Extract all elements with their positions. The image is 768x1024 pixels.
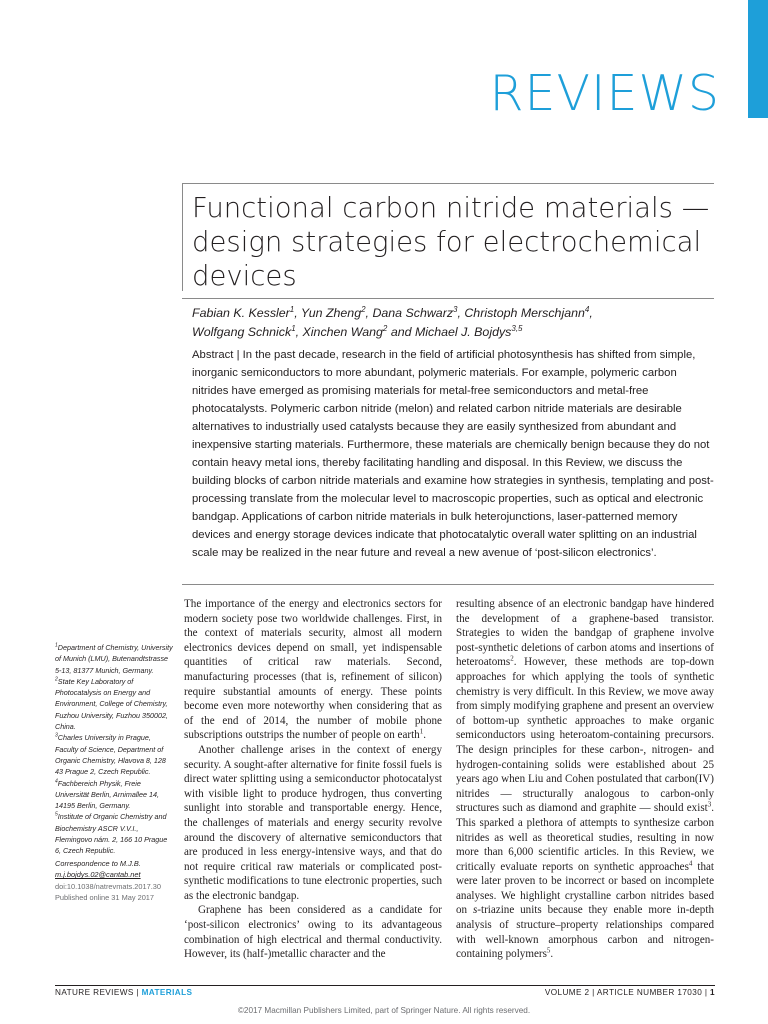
author-affiliation-ref: 1 bbox=[291, 323, 296, 333]
journal-name: NATURE REVIEWS bbox=[55, 988, 134, 997]
body-column-right bbox=[456, 597, 714, 962]
reference-citation[interactable]: 4 bbox=[688, 859, 693, 867]
affiliation bbox=[55, 778, 175, 812]
affiliation-text: Department of Chemistry, University of Munich (LMU), Butenandtstrasse 5-13, 81377 Munich, Germany. bbox=[55, 643, 173, 675]
body-paragraph bbox=[456, 597, 714, 962]
author-name: Dana Schwarz bbox=[372, 306, 454, 320]
affiliation bbox=[55, 732, 175, 777]
paragraph-text: -triazine units because they enable more in-depth analysis of structure–property relationships compared with well-known amorphous carbon and nitrogen-containing polymers bbox=[456, 904, 714, 961]
author-affiliation-ref: 4 bbox=[584, 304, 590, 314]
abstract-label: Abstract | bbox=[192, 349, 240, 361]
paragraph-text: Graphene has been considered as a candidate for ‘post-silicon electronics’ owing to its advantageous combination of high electrical and thermal conductivity. However, its (half-)metallic character and the bbox=[184, 904, 442, 961]
author-affiliation-ref: 3,5 bbox=[511, 323, 523, 333]
author-name: Christoph Merschjann bbox=[464, 306, 585, 320]
author-name: Wolfgang Schnick bbox=[192, 325, 292, 339]
author-affiliation-ref: 2 bbox=[382, 323, 388, 333]
correspondence-label: Correspondence to M.J.B. bbox=[55, 859, 141, 868]
paragraph-text: Another challenge arises in the context of energy security. A sought-after alternative for finite fossil fuels is direct water splitting using a semiconductor photocatalyst with visible light to produce hydrogen, thus converting sunlight into storable and transportable energy. Hence, the challenges of materials and energy security revolve around the discovery of alternative semiconductors that are produced in less energy-intensive ways, and that do not require critical raw materials or complicated post-synthetic modifications to tune electronic properties, such as the electronic bandgap. bbox=[184, 743, 442, 902]
abstract-rule bbox=[182, 584, 714, 585]
title-rule-top bbox=[182, 183, 714, 184]
footer-journal bbox=[55, 988, 192, 997]
correspondence bbox=[55, 858, 180, 881]
author-name: Michael J. Bojdys bbox=[414, 325, 512, 339]
page-number: 1 bbox=[710, 988, 715, 997]
paragraph-text: The importance of the energy and electronics sectors for modern society pose two worldwide challenges. First, in the context of materials security, almost all modern electronics devices depend on small, yet indispensable quantities of critical raw materials. Second, manufacturing processes (that is, refinement of silicon) require substantial amounts of energy. These points become even more noteworthy when considering that as of the end of 2014, the number of mobile phone subscriptions outstrips the number of people on earth bbox=[184, 598, 442, 742]
abstract-text: In the past decade, research in the field of artificial photosynthesis has shifted from simple, inorganic semiconductors to more abundant, polymeric materials. For example, polymeric carbon nitrides have emerged as promising materials for metal-free semiconductors and metal-free photocatalysts. Polymeric carbon nitride (melon) and related carbon nitride materials are desirable alternatives to industrially used catalysts because they are easily synthesized from abundant and inexpensive starting materials. Furthermore, these materials are chemically benign because they do not contain heavy metal ions, thereby facilitating handling and disposal. In this Review, we discuss the building blocks of carbon nitride materials and examine how strategies in synthesis, templating and post-processing translate from the molecular level to macroscopic properties, such as optical and electronic bandgap. Applications of carbon nitride materials in bulk heterojunctions, laser-patterned memory devices and energy storage devices indicate that photocatalytic overall water splitting on an industrial scale may be realized in the near future and reveal a new avenue of ‘post-silicon electronics’. bbox=[192, 349, 714, 559]
section-color-bar bbox=[748, 0, 768, 118]
reference-citation[interactable]: 1 bbox=[419, 727, 424, 736]
reference-citation[interactable]: 2 bbox=[510, 654, 514, 663]
italic-text: s bbox=[472, 904, 478, 917]
author-affiliation-ref: 1 bbox=[289, 304, 295, 314]
paragraph-text: . This sparked a plethora of attempts to synthesize carbon nitrides as well as theoretical studies, resulting in now more than 6,000 scientific articles. In this Review, we critically evaluate reports on synthetic approaches bbox=[456, 802, 714, 873]
affiliations bbox=[55, 642, 175, 857]
affiliation-number: 3 bbox=[55, 732, 58, 739]
affiliation-number: 5 bbox=[55, 812, 58, 819]
affiliation-number: 2 bbox=[55, 676, 58, 683]
author-name: Yun Zheng bbox=[300, 306, 362, 320]
abstract bbox=[192, 346, 716, 562]
body-paragraph bbox=[184, 743, 442, 904]
article-title: Functional carbon nitride materials — design strategies for electrochemical devices bbox=[192, 192, 710, 292]
body-column-left bbox=[184, 597, 442, 962]
doi-link[interactable]: doi:10.1038/natrevmats.2017.30 bbox=[55, 882, 162, 891]
copyright-notice: ©2017 Macmillan Publishers Limited, part of Springer Nature. All rights reserved. bbox=[237, 1006, 531, 1015]
paragraph-text: . bbox=[423, 729, 426, 742]
correspondence-email-link[interactable]: m.j.bojdys.02@cantab.net bbox=[55, 870, 141, 880]
author-name: Fabian K. Kessler bbox=[192, 306, 290, 320]
author-list: Fabian K. Kessler$^1$, Yun Zheng$^2$, Dana Schwarz$^3$, Christoph Merschjann$^4$, Wolfgang Schnick$^1$, Xinchen Wang$^2$ and Michael J. Bojdys$^{3,5}$ bbox=[192, 304, 593, 339]
author-name: Xinchen Wang bbox=[302, 325, 383, 339]
affiliation-text: State Key Laboratory of Photocatalysis on Energy and Environment, College of Chemistry, Fuzhou University, Fuzhou 350002, China. bbox=[55, 676, 168, 732]
author-conjunction: and bbox=[390, 325, 412, 339]
reference-citation[interactable]: 3 bbox=[707, 800, 712, 809]
affiliation-text: Institute of Organic Chemistry and Biochemistry ASCR V.V.I., Flemingovo nám. 2, 166 10 Prague 6, Czech Republic. bbox=[55, 812, 168, 856]
affiliation-text: Charles University in Prague, Faculty of Science, Department of Organic Chemistry, Hlavova 8, 128 43 Prague 2, Czech Republic. bbox=[55, 733, 166, 777]
footer-separator: | bbox=[133, 988, 142, 997]
section-label: REVIEWS bbox=[489, 65, 720, 122]
volume-article-number: VOLUME 2 | ARTICLE NUMBER 17030 | bbox=[544, 988, 711, 997]
title-rule-vertical bbox=[182, 183, 183, 291]
affiliation-text: Fachbereich Physik, Freie Universität Berlin, Arnimallee 14, 14195 Berlin, Germany. bbox=[55, 778, 159, 811]
published-date: Published online 31 May 2017 bbox=[55, 893, 155, 903]
affiliation bbox=[55, 811, 175, 856]
paragraph-text: . However, these methods are top-down approaches for which applying the tools of synthetic chemistry is very difficult. In this Review, we move away from simply modifying graphene and present an overview of bottom-up synthetic approaches to make organic semiconductors using heteroatom-containing precursors. The design principles for these carbon-, nitrogen- and hydrogen-containing solids were established about 25 years ago when Liu and Cohen postulated that carbon(IV) nitrides — structurally analogous to carbon-only structures such as diamond and graphite — should exist bbox=[456, 656, 714, 815]
title-rule-bottom bbox=[182, 298, 714, 299]
affiliation bbox=[55, 642, 175, 676]
reference-citation[interactable]: 5 bbox=[546, 946, 551, 955]
affiliation bbox=[55, 676, 175, 732]
paragraph-text: . bbox=[550, 948, 554, 961]
author-affiliation-ref: 3 bbox=[453, 304, 458, 314]
paragraph-text: resulting absence of an electronic bandgap have hindered the development of a graphene-based transistor. Strategies to widen the bandgap of graphene involve post-synthetic deletions of carbon atoms and insertions of heteroatoms bbox=[456, 598, 714, 669]
footer-volume bbox=[420, 988, 715, 997]
journal-section: MATERIALS bbox=[141, 988, 193, 997]
body-paragraph bbox=[184, 597, 442, 743]
affiliation-number: 4 bbox=[55, 778, 58, 785]
affiliation-number: 1 bbox=[55, 642, 58, 649]
footer-rule bbox=[55, 985, 715, 986]
body-paragraph bbox=[184, 903, 442, 961]
author-affiliation-ref: 2 bbox=[361, 304, 366, 314]
paragraph-text: that were later proven to be incorrect or based on incomplete analyses. We highlight crystalline carbon nitrides based on bbox=[456, 860, 714, 917]
publication-info bbox=[55, 881, 180, 904]
